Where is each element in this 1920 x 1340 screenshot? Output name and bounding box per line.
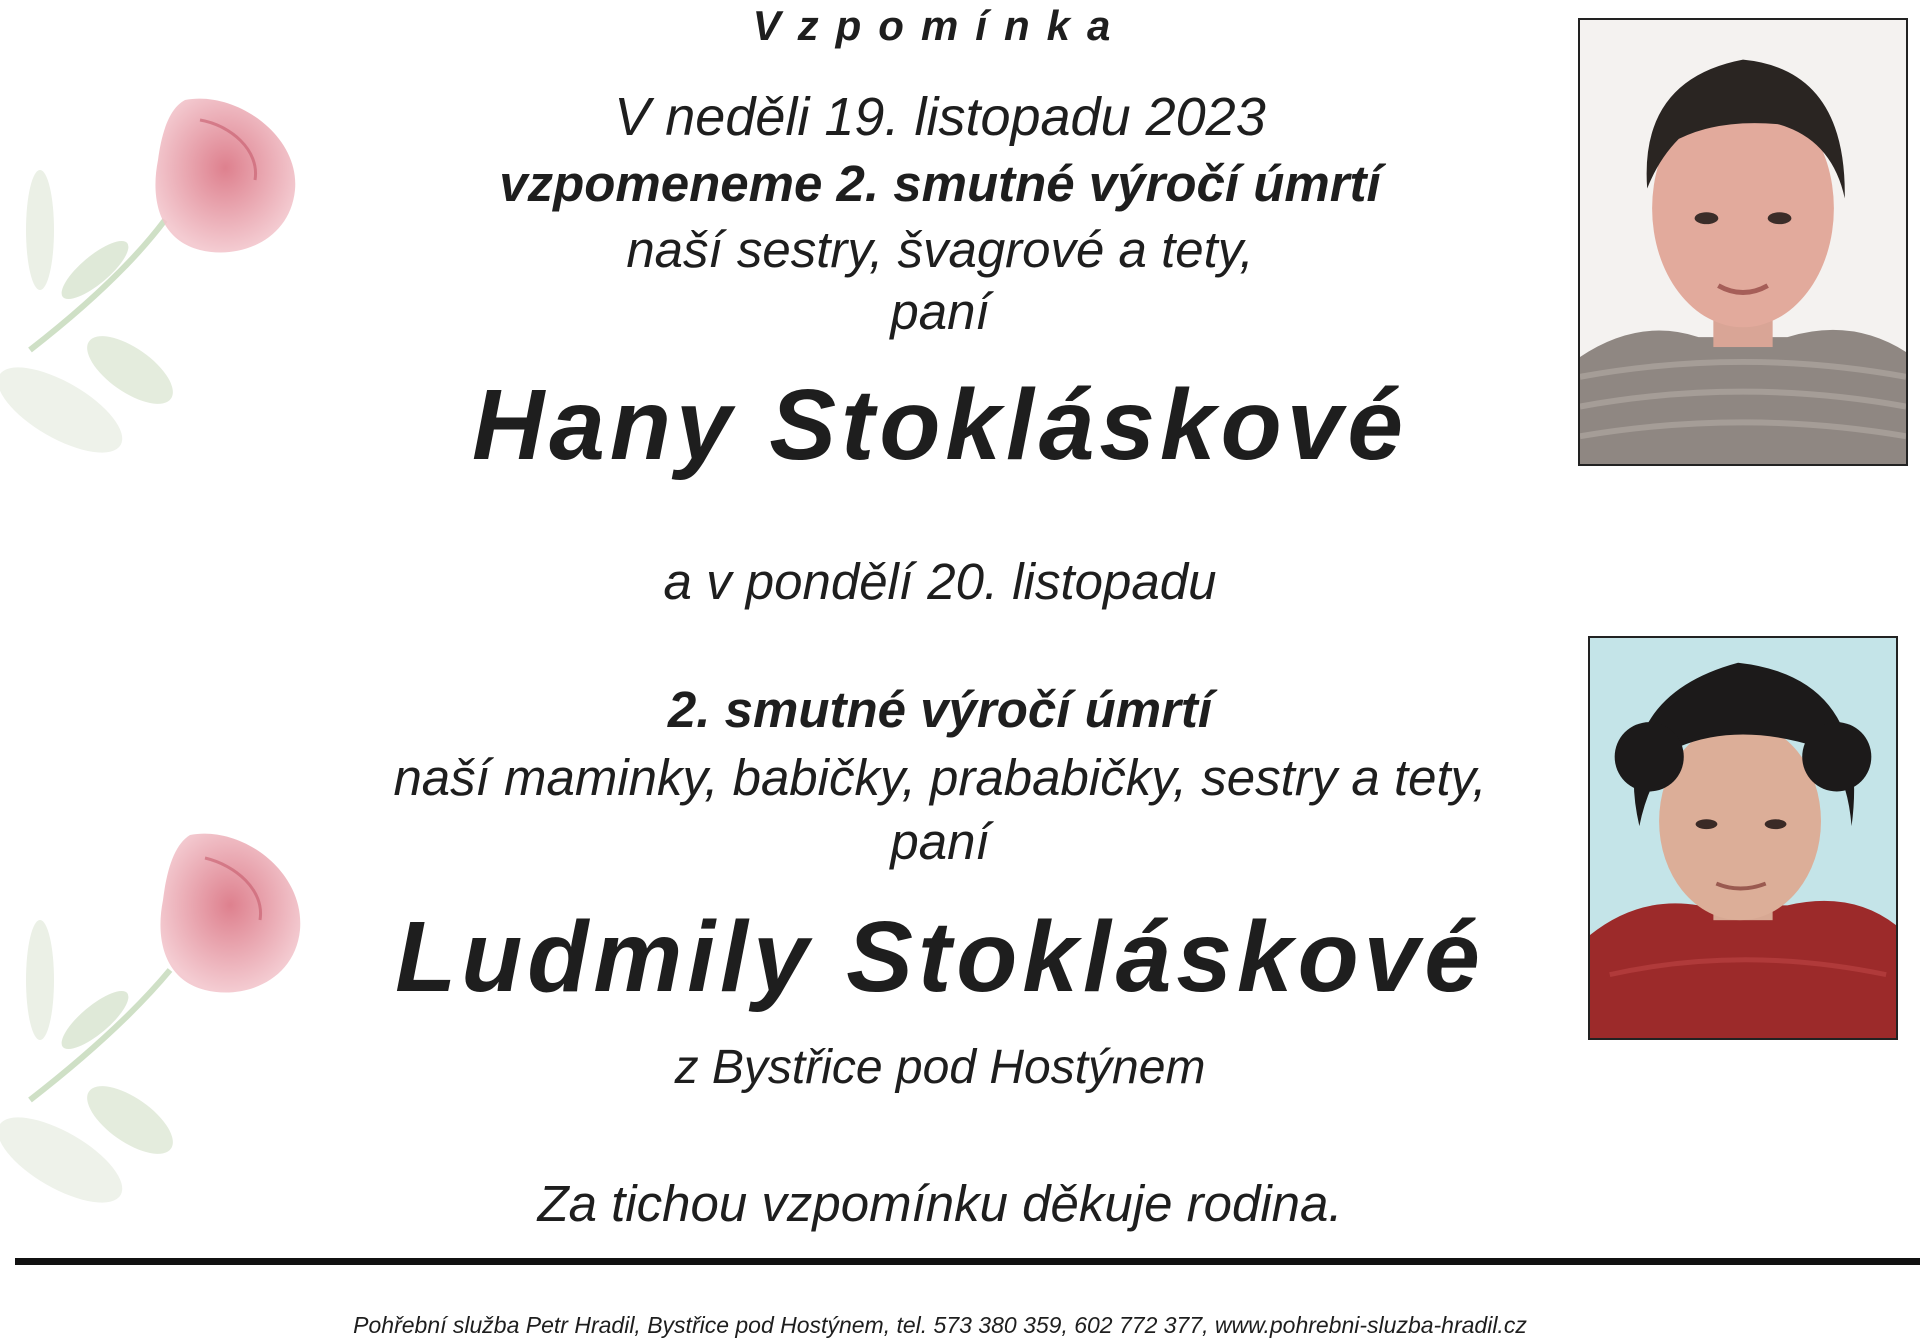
portrait-ludmila-image <box>1590 638 1896 1038</box>
first-date-line: V neděli 19. listopadu 2023 <box>614 87 1266 147</box>
place-line: z Bystřice pod Hostýnem <box>674 1041 1206 1094</box>
portrait-photo-hana <box>1578 18 1908 466</box>
portrait-photo-ludmila <box>1588 636 1898 1040</box>
heading: Vzpomínka <box>752 2 1128 49</box>
footer-contact: Pohřební služba Petr Hradil, Bystřice pod Hostýnem, tel. 573 380 359, 602 772 377, www.pohrebni-sluzba-hradil.cz <box>353 1312 1527 1338</box>
divider-line <box>15 1258 1920 1265</box>
second-anniversary-line: 2. smutné výročí úmrtí <box>667 681 1213 738</box>
first-anniversary-line: vzpomeneme 2. smutné výročí úmrtí <box>499 155 1381 212</box>
first-title-word: paní <box>890 283 990 340</box>
second-title-word: paní <box>890 813 990 870</box>
second-relation-line: naší maminky, babičky, prababičky, sestry a tety, <box>393 749 1487 806</box>
second-deceased-name: Ludmily Stokláskové <box>395 901 1485 1013</box>
second-date-line: a v pondělí 20. listopadu <box>663 553 1217 610</box>
portrait-hana-image <box>1580 20 1906 464</box>
first-relation-line: naší sestry, švagrové a tety, <box>626 221 1254 278</box>
first-deceased-name: Hany Stokláskové <box>472 369 1408 481</box>
closing-line: Za tichou vzpomínku děkuje rodina. <box>537 1175 1343 1232</box>
